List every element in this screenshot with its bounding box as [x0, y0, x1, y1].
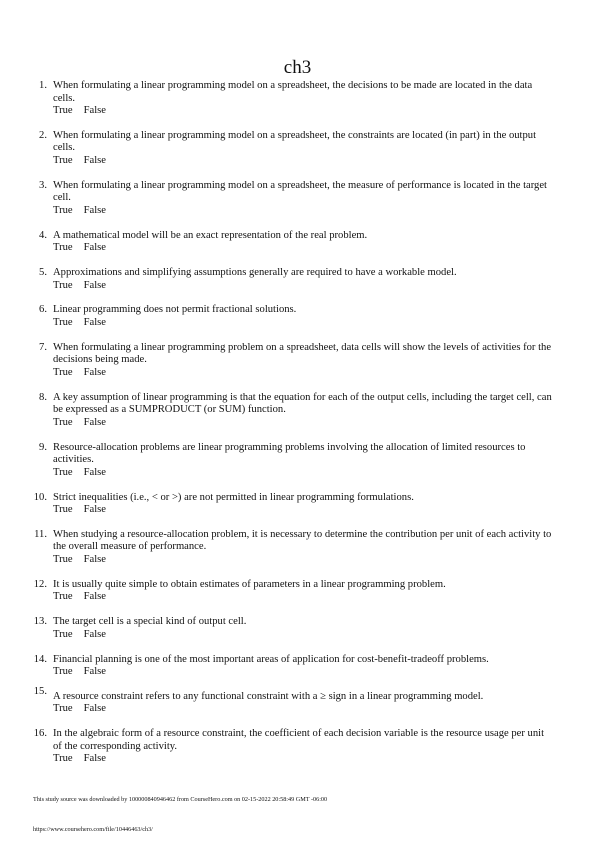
option-false[interactable]: False [83, 466, 107, 478]
question-number: 1. [39, 80, 47, 91]
question-number: 6. [39, 304, 47, 316]
question-list [0, 80, 595, 778]
option-true[interactable]: True [53, 242, 73, 254]
download-source-notice: This study source was downloaded by 100000840946462 from CourseHero.com on 02-15-2022 20:58:49 GMT -06:00 [33, 796, 328, 803]
option-true[interactable]: True [53, 666, 73, 678]
option-false[interactable]: False [83, 279, 107, 291]
option-false[interactable]: False [83, 204, 107, 216]
answer-options [53, 280, 555, 293]
question-text: Linear programming does not permit fractional solutions. [53, 304, 297, 316]
option-true[interactable]: True [53, 416, 73, 428]
answer-options [53, 591, 555, 604]
question-text: Financial planning is one of the most important areas of application for cost-benefit-tradeoff problems. [53, 653, 489, 665]
question-number: 13. [33, 616, 47, 628]
question-text: Strict inequalities (i.e., < or >) are not permitted in linear programming formulations. [53, 491, 414, 503]
option-false[interactable]: False [83, 316, 107, 328]
option-false[interactable]: False [83, 154, 107, 166]
question-number: 9. [39, 441, 47, 453]
answer-options [53, 367, 555, 380]
option-false[interactable]: False [83, 105, 107, 116]
question-item [0, 685, 595, 716]
option-false[interactable]: False [83, 666, 107, 678]
question-number: 15. [33, 685, 47, 697]
question-text: The target cell is a special kind of output cell. [53, 616, 247, 628]
question-item [0, 616, 595, 641]
answer-options [53, 317, 555, 330]
option-true[interactable]: True [53, 366, 73, 378]
option-true[interactable]: True [53, 628, 73, 640]
option-true[interactable]: True [53, 753, 73, 765]
question-text: When formulating a linear programming model on a spreadsheet, the measure of performance is located in the target cell. [53, 179, 547, 204]
page-title: ch3 [283, 57, 312, 78]
answer-options [53, 417, 555, 430]
source-url[interactable]: https://www.coursehero.com/file/10446463/ch3/ [33, 826, 153, 833]
question-number: 10. [33, 491, 47, 503]
question-number: 11. [34, 528, 47, 540]
question-item [0, 728, 595, 766]
question-item [0, 442, 595, 480]
question-text: A resource constraint refers to any functional constraint with a ≥ sign in a linear programming model. [53, 690, 484, 702]
question-item [0, 392, 595, 430]
question-number: 7. [39, 341, 47, 353]
option-false[interactable]: False [83, 553, 107, 565]
question-number: 8. [39, 391, 47, 403]
answer-options [53, 105, 555, 118]
answer-options [53, 205, 555, 218]
option-false[interactable]: False [83, 703, 107, 715]
option-true[interactable]: True [53, 204, 73, 216]
answer-options [53, 703, 555, 716]
answer-options [53, 753, 555, 766]
question-text: It is usually quite simple to obtain estimates of parameters in a linear programming problem. [53, 578, 446, 590]
question-text: Resource-allocation problems are linear programming problems involving the allocation of limited resources to activities. [53, 441, 526, 466]
option-true[interactable]: True [53, 553, 73, 565]
question-text: In the algebraic form of a resource constraint, the coefficient of each decision variable is the resource usage per unit of the corresponding activity. [53, 728, 545, 752]
question-text: When formulating a linear programming model on a spreadsheet, the constraints are located (in part) in the output cells. [53, 129, 537, 154]
question-number: 4. [39, 229, 47, 241]
option-true[interactable]: True [53, 703, 73, 715]
question-number: 5. [39, 267, 47, 279]
question-item [0, 579, 595, 604]
option-false[interactable]: False [83, 242, 107, 254]
question-item [0, 130, 595, 168]
question-item [0, 304, 595, 329]
question-text: A key assumption of linear programming is that the equation for each of the output cells, including the target cell, can be expressed as a SUMPRODUCT (or SUM) function. [53, 391, 552, 416]
question-item [0, 654, 595, 679]
answer-options [53, 629, 555, 642]
option-false[interactable]: False [83, 753, 107, 765]
question-item [0, 267, 595, 292]
question-item [0, 492, 595, 517]
question-text: Approximations and simplifying assumptions generally are required to have a workable model. [53, 267, 457, 279]
answer-options [53, 467, 555, 480]
question-item [0, 529, 595, 567]
option-true[interactable]: True [53, 316, 73, 328]
question-item [0, 342, 595, 380]
option-false[interactable]: False [83, 628, 107, 640]
option-false[interactable]: False [83, 591, 107, 603]
question-text: When studying a resource-allocation problem, it is necessary to determine the contribution per unit of each activity to the overall measure of performance. [53, 528, 552, 553]
answer-options [53, 155, 555, 168]
question-number: 16. [33, 728, 47, 740]
option-true[interactable]: True [53, 591, 73, 603]
option-true[interactable]: True [53, 466, 73, 478]
question-text: A mathematical model will be an exact representation of the real problem. [53, 229, 368, 241]
option-true[interactable]: True [53, 154, 73, 166]
answer-options [53, 554, 555, 567]
question-number: 12. [33, 578, 47, 590]
option-false[interactable]: False [83, 504, 107, 516]
option-true[interactable]: True [53, 504, 73, 516]
question-item [0, 180, 595, 218]
question-number: 14. [33, 653, 47, 665]
option-false[interactable]: False [83, 416, 107, 428]
question-item [0, 80, 595, 118]
answer-options [53, 242, 555, 255]
option-false[interactable]: False [83, 366, 107, 378]
question-text: When formulating a linear programming problem on a spreadsheet, data cells will show the levels of activities for the decisions being made. [53, 341, 552, 366]
question-number: 2. [39, 129, 47, 141]
option-true[interactable]: True [53, 105, 73, 116]
option-true[interactable]: True [53, 279, 73, 291]
question-number: 3. [39, 179, 47, 191]
answer-options [53, 666, 555, 679]
question-text: When formulating a linear programming model on a spreadsheet, the decisions to be made are located in the data cells. [53, 80, 533, 104]
question-item [0, 230, 595, 255]
answer-options [53, 504, 555, 517]
